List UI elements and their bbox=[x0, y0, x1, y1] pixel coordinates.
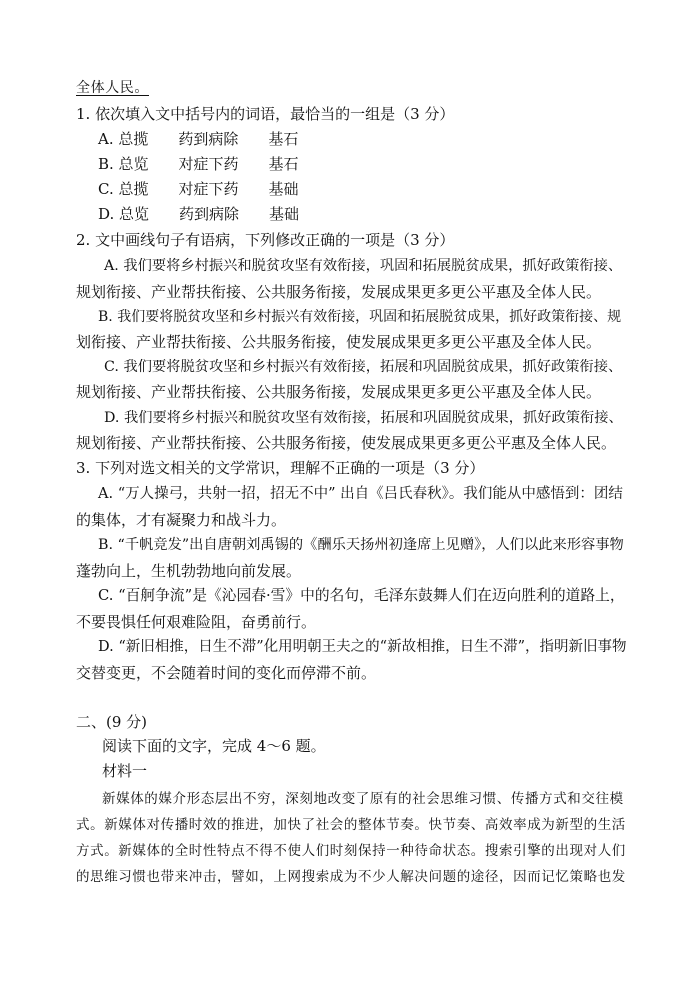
q1-stem: 1. 依次填入文中括号内的词语，最恰当的一组是（3 分） bbox=[76, 105, 455, 123]
q2-option-b-line2: 划衔接、产业帮扶衔接、公共服务衔接，使发展成果更多更公平惠及全体人民。 bbox=[76, 333, 602, 351]
q3-option-c-line1: C. “百舸争流”是《沁园春·雪》中的名句，毛泽东鼓舞人们在迈向胜利的道路上， bbox=[98, 587, 625, 604]
q3-option-a-line1: A. “万人操弓，共射一招，招无不中” 出自《吕氏春秋》。我们能从中感悟到：团结 bbox=[98, 486, 623, 502]
q1-option-a: A. 总揽 药到病除 基石 bbox=[98, 130, 299, 148]
material-paragraph-line2: 式。新媒体对传播时效的推进，加快了社会的整体节奏。快节奏、高效率成为新型的生活 bbox=[76, 817, 626, 833]
material-paragraph-line4: 的思维习惯也带来冲击，譬如，上网搜索成为不少人解决问题的途径，因而记忆策略也发 bbox=[76, 869, 626, 885]
material-title: 材料一 bbox=[102, 762, 148, 780]
material-paragraph-line3: 方式。新媒体的全时性特点不得不使人们时刻保持一种待命状态。搜索引擎的出现对人们 bbox=[76, 843, 626, 859]
q3-option-b-line2: 蓬勃向上，生机勃勃地向前发展。 bbox=[76, 562, 302, 580]
q1-option-c: C. 总揽 对症下药 基础 bbox=[98, 180, 299, 198]
q3-option-c-line2: 不要畏惧任何艰难险阻，奋勇前行。 bbox=[76, 613, 317, 631]
material-paragraph-line1: 新媒体的媒介形态层出不穷，深刻地改变了原有的社会思维习惯、传播方式和交往模 bbox=[102, 791, 624, 807]
q3-option-d-line2: 交替变更，不会随着时间的变化而停滞不前。 bbox=[76, 664, 377, 682]
q3-option-b-line1: B. “千帆竞发”出自唐朝刘禹锡的《酬乐天扬州初逢席上见赠》，人们以此来形容事物 bbox=[98, 537, 624, 553]
q3-option-a-line2: 的集体，才有凝聚力和战斗力。 bbox=[76, 511, 287, 529]
section-heading: 二、(9 分) bbox=[76, 713, 148, 731]
q1-option-d: D. 总览 药到病除 基础 bbox=[98, 205, 300, 223]
q2-option-c-line1: C. 我们要将脱贫攻坚和乡村振兴有效衔接，拓展和巩固脱贫成果，抓好政策衔接、 bbox=[104, 359, 623, 375]
q2-option-d-line1: D. 我们要将乡村振兴和脱贫攻坚有效衔接，拓展和巩固脱贫成果，抓好政策衔接、 bbox=[104, 410, 623, 426]
q2-stem: 2. 文中画线句子有语病，下列修改正确的一项是（3 分） bbox=[76, 231, 455, 249]
q2-option-a-line1: A. 我们要将乡村振兴和脱贫攻坚有效衔接，巩固和拓展脱贫成果，抓好政策衔接、 bbox=[104, 258, 623, 274]
continued-text: 全体人民。 bbox=[76, 80, 149, 96]
q2-option-a-line2: 规划衔接、产业帮扶衔接、公共服务衔接，发展成果更多更公平惠及全体人民。 bbox=[76, 283, 602, 301]
q2-option-d-line2: 规划衔接、产业帮扶衔接、公共服务衔接，使发展成果更多更公平惠及全体人民。 bbox=[76, 434, 617, 452]
q2-option-b-line1: B. 我们要将脱贫攻坚和乡村振兴有效衔接，巩固和拓展脱贫成果，抓好政策衔接、规 bbox=[98, 309, 622, 325]
q2-option-c-line2: 规划衔接、产业帮扶衔接、公共服务衔接，发展成果更多更公平惠及全体人民。 bbox=[76, 383, 602, 401]
q3-option-d-line1: D. “新旧相推，日生不滞”化用明朝王夫之的“新故相推，日生不滞”，指明新旧事物 bbox=[98, 639, 627, 655]
q3-stem: 3. 下列对选文相关的文学常识，理解不正确的一项是（3 分） bbox=[76, 459, 485, 477]
reading-instruction: 阅读下面的文字，完成 4～6 题。 bbox=[102, 737, 326, 755]
q1-option-b: B. 总览 对症下药 基石 bbox=[98, 155, 299, 173]
